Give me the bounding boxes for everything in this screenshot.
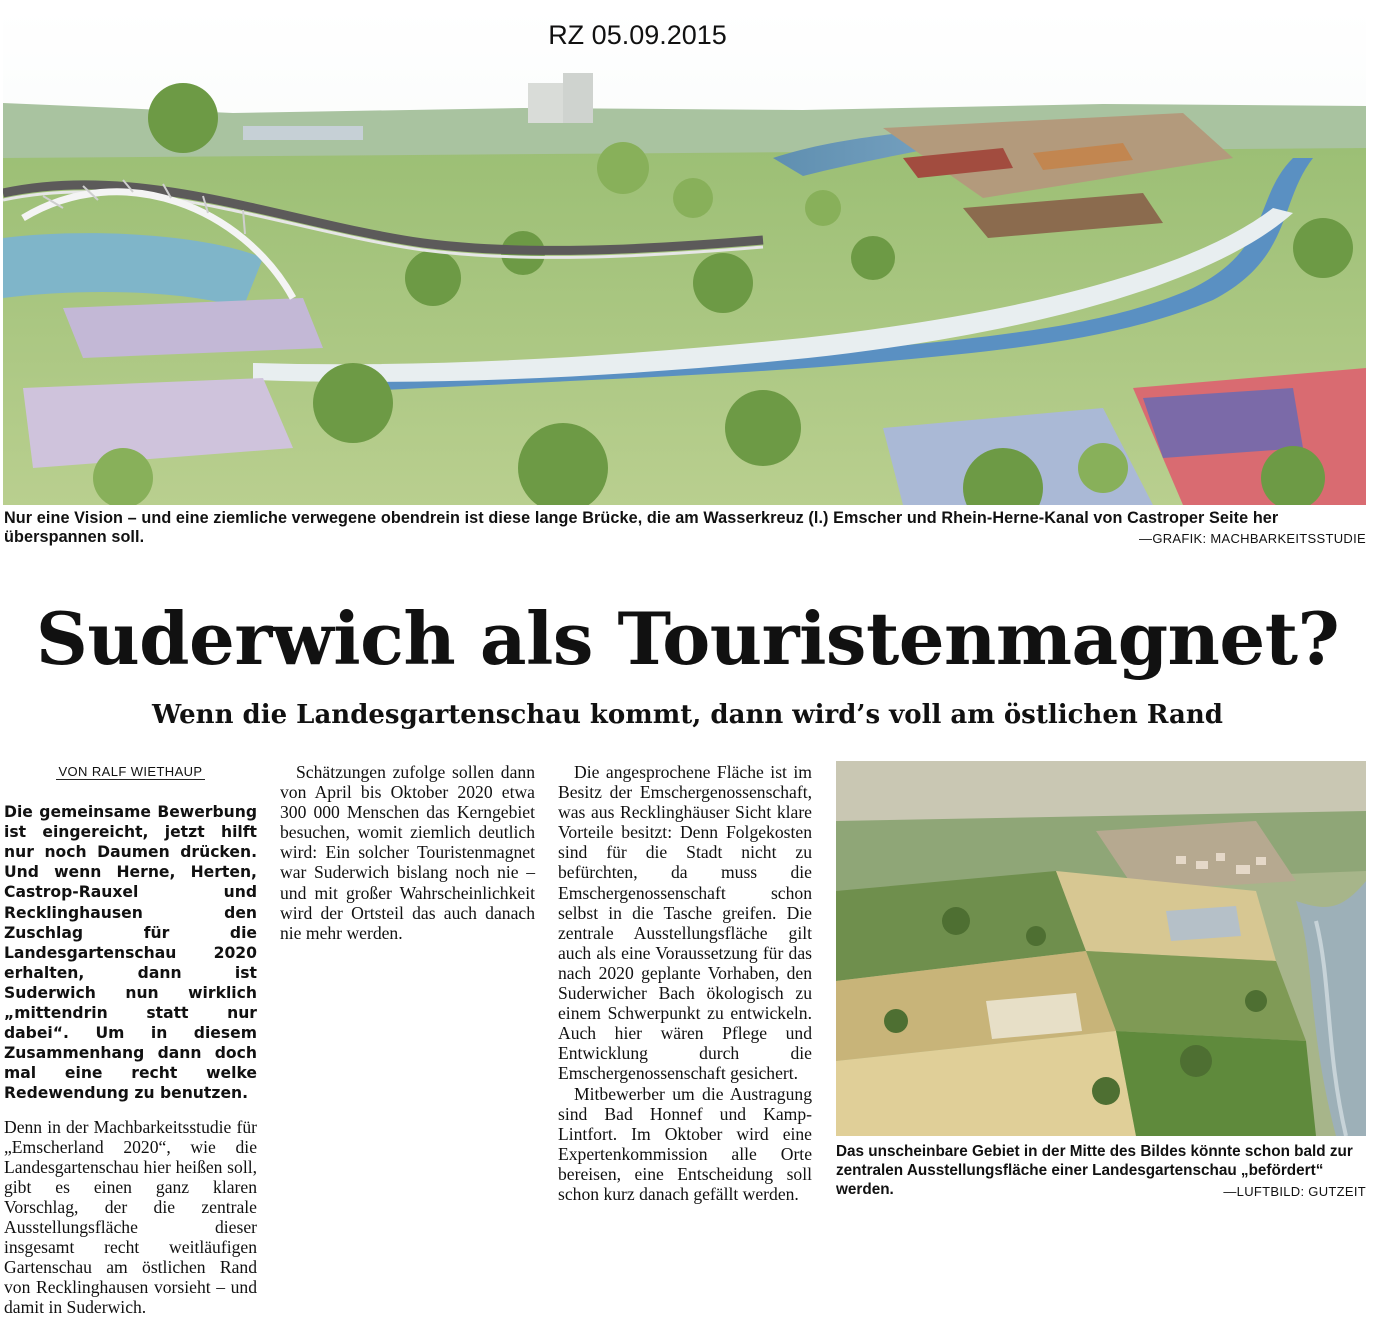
hero-illustration (3, 8, 1366, 505)
article-column-1 (4, 762, 257, 1317)
byline (4, 762, 257, 782)
date-stamp: RZ 05.09.2015 (0, 20, 1275, 51)
aerial-landscape (836, 761, 1366, 1136)
article-paragraph-1: Denn in der Machbarkeitsstudie für „Emscherland 2020“, wie die Landesgartenschau hier heißen soll, gibt es einen ganz klaren Vorschlag, der die zentrale Ausstellungsfläche dieser insgesamt recht weitläufigen Gartenschau am östlichen Rand von Recklinghausen vorsieht – und damit in Suderwich. (4, 1117, 257, 1317)
landscape-illustration (3, 8, 1366, 505)
article-paragraph-4: Mitbewerber um die Austragung sind Bad Honnef und Kamp-Lintfort. Im Oktober wird eine Expertenkommission alle Orte bereisen, eine Entscheidung soll schon kurz danach gefällt werden. (558, 1084, 812, 1205)
byline-text: VON RALF WIETHAUP (56, 764, 204, 780)
subheadline: Wenn die Landesgartenschau kommt, dann wird’s voll am östlichen Rand (0, 697, 1375, 733)
article-paragraph-2: Schätzungen zufolge sollen dann von April bis Oktober 2020 etwa 300 000 Menschen das Kerngebiet besuchen, womit ziemlich deutlich wird: Ein solcher Touristenmagnet war Suderwich bislang noch nie – und mit großer Wahrscheinlichkeit wird der Ortsteil das auch danach nie mehr werden. (280, 762, 535, 943)
article-column-2 (280, 762, 535, 943)
article-lead: Die gemeinsame Bewerbung ist eingereicht, jetzt hilft nur noch Daumen drücken. Und wenn Herne, Herten, Castrop-Rauxel und Recklinghausen den Zuschlag für die Landesgartenschau 2020 erhalten, dann ist Suderwich nun wirklich „mittendrin statt nur dabei“. Um in diesem Zusammenhang dann doch mal eine recht welke Redewendung zu benutzen. (4, 802, 257, 1103)
hero-credit: —GRAFIK: MACHBARKEITSSTUDIE (1139, 531, 1366, 546)
aerial-photo (836, 761, 1366, 1136)
aerial-credit: —LUFTBILD: GUTZEIT (1223, 1184, 1366, 1199)
headline: Suderwich als Touristenmagnet? (0, 594, 1375, 684)
article-paragraph-3: Die angesprochene Fläche ist im Besitz der Emschergenossenschaft, was aus Recklinghäuser Sicht klare Vorteile besitzt: Denn Folgekosten sind für die Stadt nicht zu befürchten, da muss die Emschergenossenschaft schon selbst in die Tasche greifen. Die zentrale Ausstellungsfläche gilt auch als eine Voraussetzung für das nach 2020 geplante Vorhaben, den Suderwicher Bach ökologisch zu einem Schwerpunkt zu entwickeln. Auch hier wären Pflege und Entwicklung durch die Emschergenossenschaft gesichert. (558, 762, 812, 1084)
hero-caption: Nur eine Vision – und eine ziemliche verwegene obendrein ist diese lange Brücke, die am Wasserkreuz (l.) Emscher und Rhein-Herne-Kanal von Castroper Seite her überspannen soll. (4, 509, 1366, 547)
article-column-3 (558, 762, 812, 1204)
aerial-caption: Das unscheinbare Gebiet in der Mitte des Bildes könnte schon bald zur zentralen Ausstellungsfläche einer Landesgartenschau „befördert“ werden. (836, 1142, 1366, 1199)
